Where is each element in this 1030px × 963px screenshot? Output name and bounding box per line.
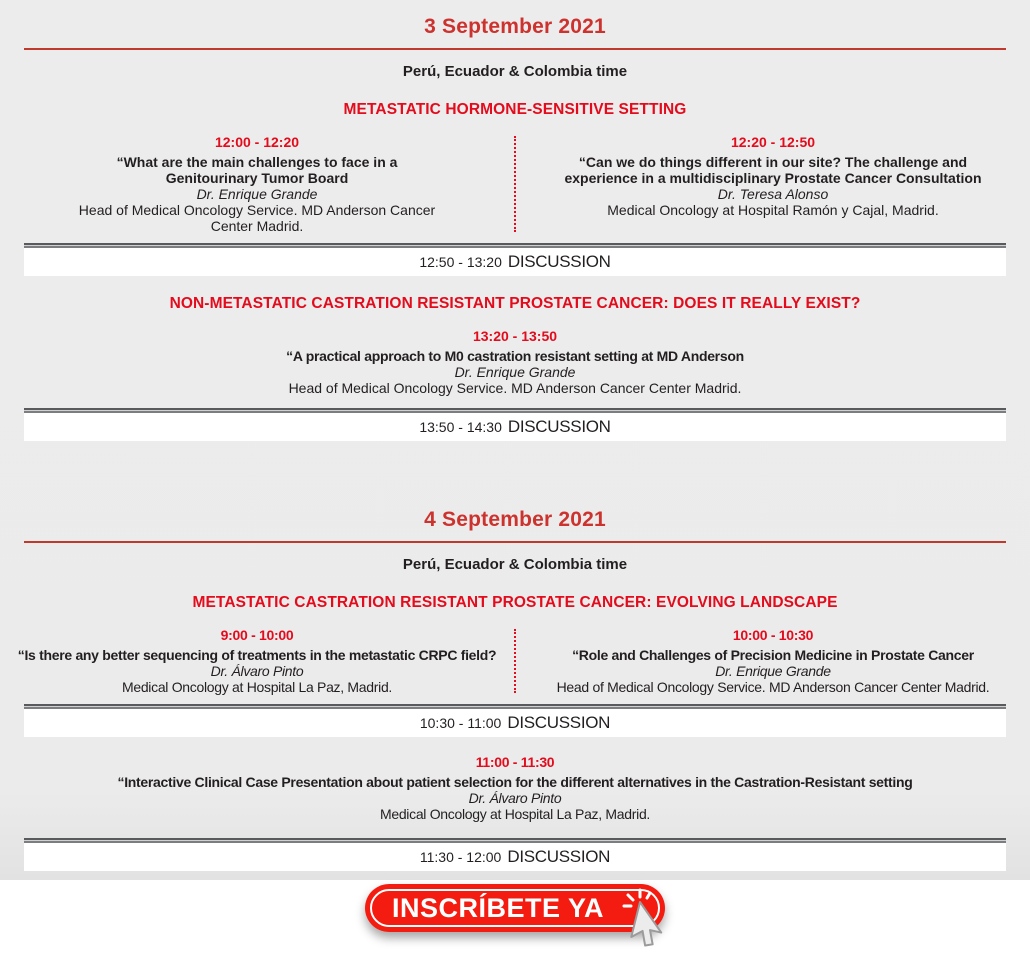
session-speaker: Dr. Enrique Grande — [196, 186, 318, 202]
discussion-time: 13:50 - 14:30 — [419, 419, 502, 435]
discussion-label: DISCUSSION — [507, 847, 611, 866]
session-speaker: Dr. Álvaro Pinto — [210, 663, 304, 679]
register-button-label: INSCRÍBETE YA — [391, 892, 605, 923]
day2-timezone: Perú, Ecuador & Colombia time — [402, 556, 628, 573]
session-time: 12:20 - 12:50 — [730, 134, 816, 150]
day2-discussion2-bar — [24, 838, 1006, 871]
session-affiliation: Head of Medical Oncology Service. MD Anderson Cancer Center Madrid. — [288, 380, 742, 396]
day1-discussion2-bar — [24, 408, 1006, 441]
session-title: “Is there any better sequencing of treatments in the metastatic CRPC field? — [17, 647, 497, 663]
session-time: 11:00 - 11:30 — [475, 754, 555, 770]
session-speaker: Dr. Enrique Grande — [454, 364, 576, 380]
discussion-label: DISCUSSION — [507, 252, 611, 271]
day1-discussion1-bar — [24, 243, 1006, 276]
day1-timezone: Perú, Ecuador & Colombia time — [402, 63, 628, 80]
session-title: “A practical approach to M0 castration resistant setting at MD Anderson — [286, 348, 744, 364]
day2-session2 — [516, 627, 1030, 695]
discussion-label: DISCUSSION — [507, 417, 611, 436]
session-time: 12:00 - 12:20 — [214, 134, 300, 150]
session-title: “What are the main challenges to face in a Genitourinary Tumor Board — [116, 154, 398, 186]
day2-session3 — [0, 754, 1030, 822]
day1-session2 — [516, 134, 1030, 234]
day2-section1-title: METASTATIC CASTRATION RESISTANT PROSTATE CANCER: EVOLVING LANDSCAPE — [192, 594, 838, 611]
day2-sessions-row — [0, 627, 1030, 695]
discussion-time: 11:30 - 12:00 — [419, 849, 502, 865]
day1-section2-title: NON-METASTATIC CASTRATION RESISTANT PROSTATE CANCER: DOES IT REALLY EXIST? — [169, 295, 861, 312]
register-button[interactable] — [365, 884, 665, 932]
session-time: 9:00 - 10:00 — [220, 627, 294, 643]
day2-session1 — [0, 627, 514, 695]
session-time: 13:20 - 13:50 — [472, 328, 558, 344]
session-speaker: Dr. Álvaro Pinto — [468, 790, 562, 806]
session-title: “Interactive Clinical Case Presentation about patient selection for the different alternatives in the Castration-Resistant setting — [117, 774, 913, 790]
discussion-time: 12:50 - 13:20 — [419, 254, 502, 270]
session-speaker: Dr. Teresa Alonso — [717, 186, 829, 202]
day1-session1 — [0, 134, 514, 234]
session-title: “Role and Challenges of Precision Medicine in Prostate Cancer — [572, 647, 974, 663]
session-affiliation: Medical Oncology at Hospital La Paz, Madrid. — [121, 679, 393, 695]
session-title: “Can we do things different in our site? The challenge and experience in a multidisciplinary Prostate Cancer Consultation — [564, 154, 982, 186]
day1-section1-title: METASTATIC HORMONE-SENSITIVE SETTING — [343, 101, 687, 118]
cta-container — [0, 884, 1030, 932]
day1-date-rule — [24, 48, 1006, 50]
session-affiliation: Head of Medical Oncology Service. MD Anderson Cancer Center Madrid. — [556, 679, 990, 695]
session-affiliation: Medical Oncology at Hospital Ramón y Cajal, Madrid. — [607, 202, 939, 218]
day1-date-heading: 3 September 2021 — [424, 15, 606, 38]
day1-sessions-row — [0, 134, 1030, 234]
day1-session3 — [0, 328, 1030, 396]
discussion-label: DISCUSSION — [507, 713, 611, 732]
day2-discussion1-bar — [24, 704, 1006, 737]
session-affiliation: Medical Oncology at Hospital La Paz, Madrid. — [379, 806, 651, 822]
session-affiliation: Head of Medical Oncology Service. MD Anderson Cancer Center Madrid. — [78, 202, 436, 234]
day2-date-heading: 4 September 2021 — [424, 508, 606, 531]
click-cursor-icon — [619, 886, 689, 956]
discussion-time: 10:30 - 11:00 — [419, 715, 502, 731]
day2-date-rule — [24, 541, 1006, 543]
session-speaker: Dr. Enrique Grande — [715, 663, 831, 679]
session-time: 10:00 - 10:30 — [732, 627, 814, 643]
